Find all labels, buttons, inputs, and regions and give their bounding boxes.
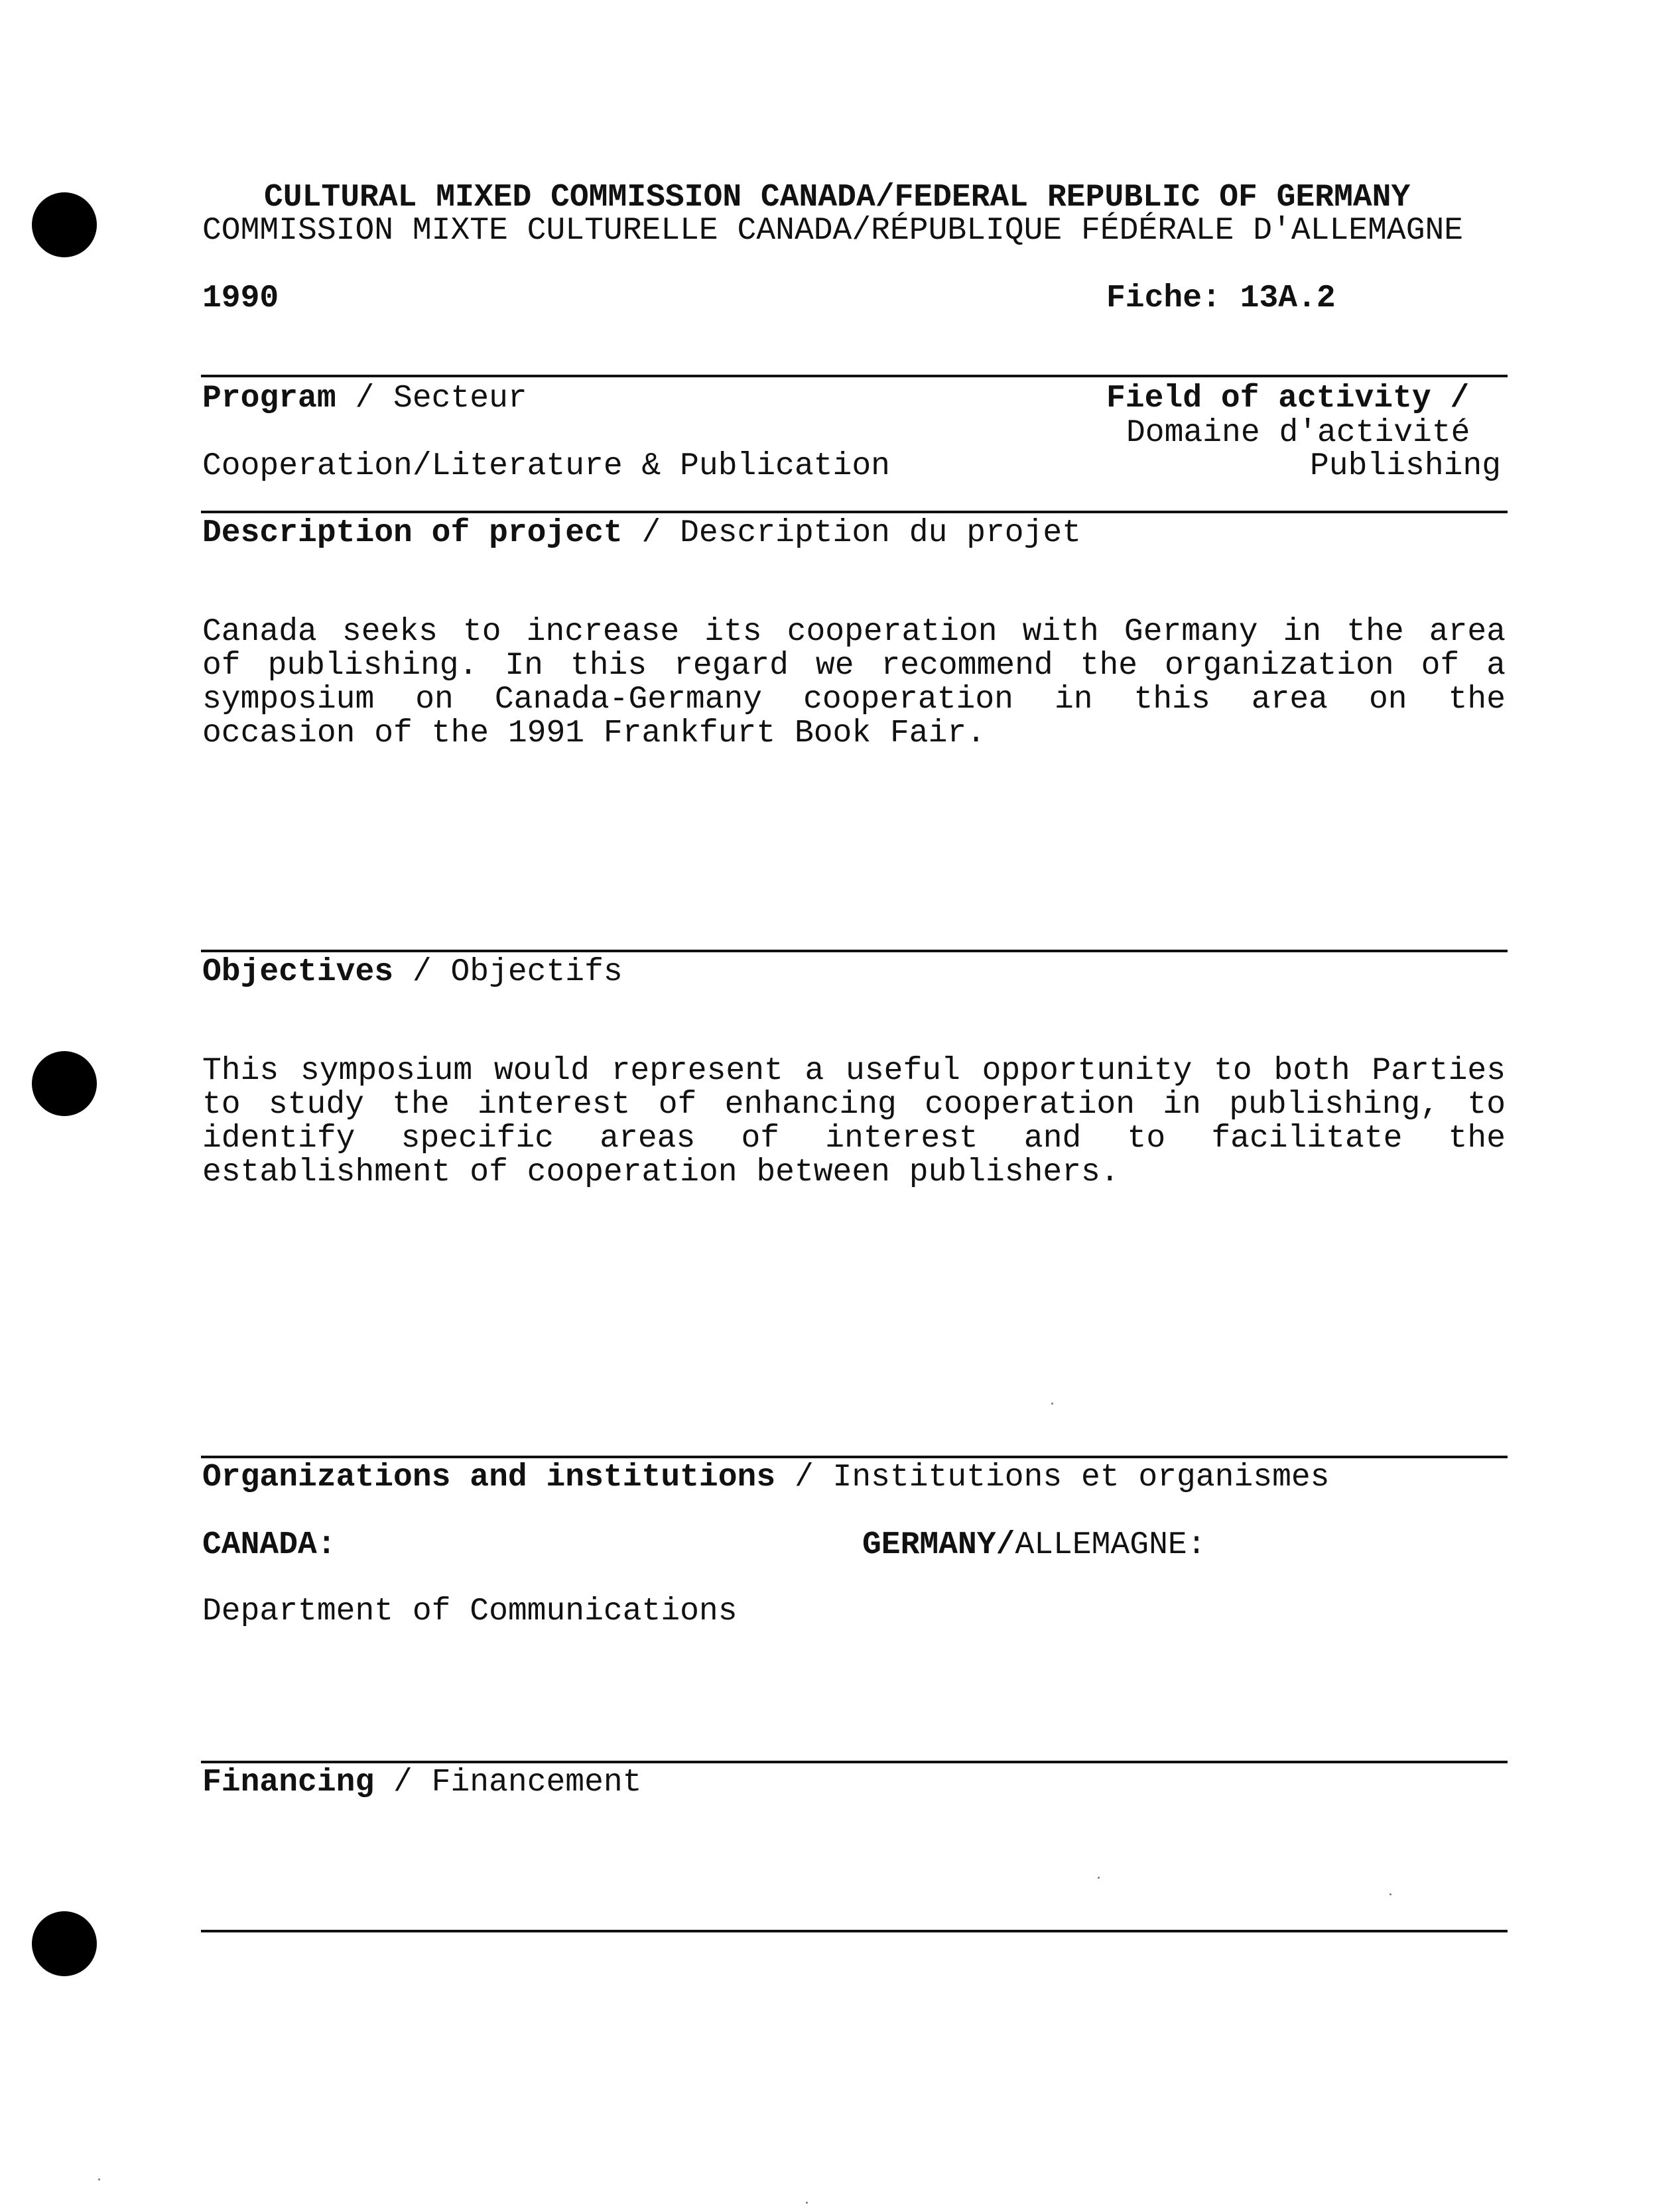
scan-speck (1389, 1893, 1391, 1895)
title-fr: COMMISSION MIXTE CULTURELLE CANADA/RÉPUBLIQUE FÉDÉRALE D'ALLEMAGNE (202, 213, 1464, 249)
field-value: Publishing (1310, 448, 1502, 484)
scan-speck (1051, 1403, 1053, 1405)
divider-5 (201, 1761, 1508, 1763)
description-line: occasion of the 1991 Frankfurt Book Fair. (202, 716, 986, 751)
divider-1 (201, 375, 1508, 377)
description-label: Description of project / Description du projet (202, 515, 1082, 551)
scan-speck (98, 2178, 100, 2180)
scan-speck (806, 2202, 808, 2204)
divider-4 (201, 1456, 1508, 1458)
germany-label: GERMANY/ALLEMAGNE: (862, 1527, 1206, 1563)
canada-institution: Department of Communications (202, 1594, 738, 1629)
binder-hole-top (32, 192, 97, 257)
year: 1990 (202, 281, 279, 316)
objectives-line: This symposium would represent a useful opportunity to both Parties (202, 1053, 1506, 1089)
fiche-number: Fiche: 13A.2 (1106, 281, 1336, 316)
objectives-line: identify specific areas of interest and to facilitate the (202, 1121, 1506, 1157)
objectives-line: establishment of cooperation between publishers. (202, 1155, 1120, 1190)
organizations-label: Organizations and institutions / Institutions et organismes (202, 1460, 1330, 1495)
financing-label: Financing / Financement (202, 1765, 642, 1800)
scan-speck (1098, 1877, 1100, 1879)
description-text (202, 615, 1506, 751)
canada-label: CANADA: (202, 1527, 336, 1563)
field-label-line1: Field of activity / (1106, 381, 1470, 416)
program-value: Cooperation/Literature & Publication (202, 448, 890, 484)
divider-3 (201, 950, 1508, 952)
description-line: Canada seeks to increase its cooperation with Germany in the area (202, 614, 1506, 650)
title-en: CULTURAL MIXED COMMISSION CANADA/FEDERAL REPUBLIC OF GERMANY (264, 180, 1411, 216)
binder-hole-middle (32, 1051, 97, 1116)
objectives-line: to study the interest of enhancing cooperation in publishing, to (202, 1087, 1506, 1123)
description-line: of publishing. In this regard we recommend the organization of a (202, 648, 1506, 684)
objectives-label: Objectives / Objectifs (202, 954, 623, 990)
divider-2 (201, 511, 1508, 513)
objectives-text (202, 1054, 1506, 1190)
description-line: symposium on Canada-Germany cooperation in this area on the (202, 682, 1506, 718)
field-label-line2: Domaine d'activité (1126, 415, 1470, 451)
divider-6 (201, 1930, 1508, 1932)
program-label: Program / Secteur (202, 381, 527, 416)
binder-hole-bottom (32, 1911, 97, 1976)
